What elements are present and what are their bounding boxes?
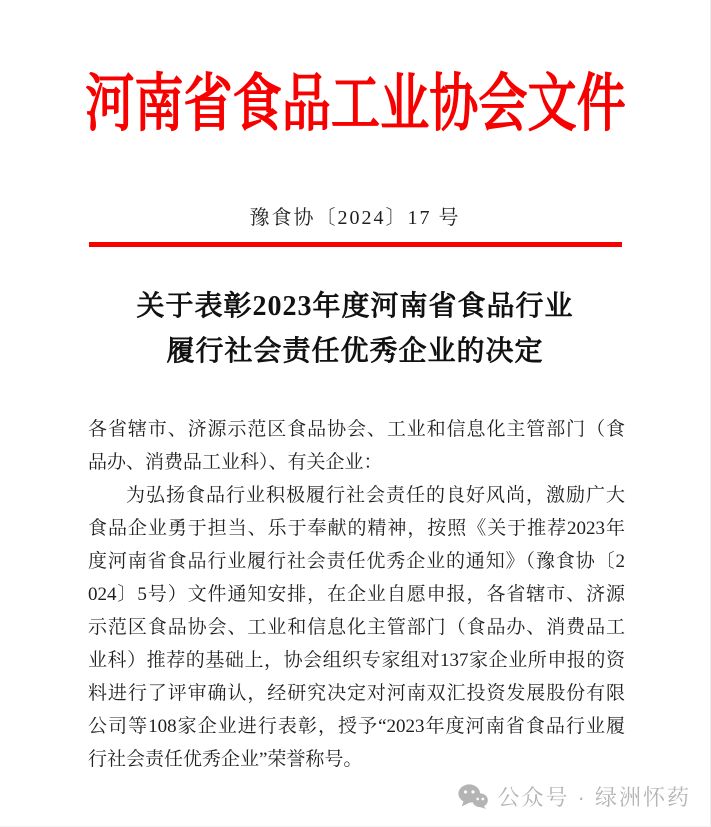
watermark-label: 公众号 · 绿洲怀药 bbox=[497, 785, 691, 810]
doc-masthead bbox=[0, 68, 710, 150]
doc-masthead-text: 河南省食品工业协会文件 bbox=[84, 69, 626, 139]
body-line: 行社会责任优秀企业”荣誉称号。 bbox=[88, 749, 363, 770]
wechat-icon bbox=[458, 784, 488, 809]
body-line: 食品企业勇于担当、乐于奉献的精神，按照《关于推荐2023年 bbox=[88, 518, 625, 539]
body-line: 各省辖市、济源示范区食品协会、工业和信息化主管部门（食 bbox=[88, 419, 625, 440]
body-line: 料进行了评审确认，经研究决定对河南双汇投资发展股份有限 bbox=[88, 683, 625, 704]
watermark bbox=[458, 781, 691, 812]
body-line: 业科）推荐的基础上，协会组织专家组对137家企业所申报的资 bbox=[88, 650, 625, 671]
doc-title-line-2: 履行社会责任优秀企业的决定 bbox=[166, 336, 544, 367]
body-line: 品办、消费品工业科）、有关企业： bbox=[88, 452, 383, 473]
doc-body bbox=[88, 413, 625, 776]
body-line: 示范区食品协会、工业和信息化主管部门（食品办、消费品工 bbox=[88, 617, 625, 638]
body-line: 024〕5号）文件通知安排，在企业自愿申报，各省辖市、济源 bbox=[88, 584, 625, 605]
red-divider-line bbox=[89, 242, 622, 247]
doc-title bbox=[0, 284, 710, 374]
doc-title-line-1: 关于表彰2023年度河南省食品行业 bbox=[136, 291, 574, 322]
body-line: 为弘扬食品行业积极履行社会责任的良好风尚，激励广大 bbox=[126, 485, 625, 506]
doc-number: 豫食协〔2024〕17 号 bbox=[249, 207, 461, 229]
body-line: 公司等108家企业进行表彰，授予“2023年度河南省食品行业履 bbox=[88, 716, 625, 737]
body-line: 度河南省食品行业履行社会责任优秀企业的通知》（豫食协〔2 bbox=[88, 551, 625, 572]
